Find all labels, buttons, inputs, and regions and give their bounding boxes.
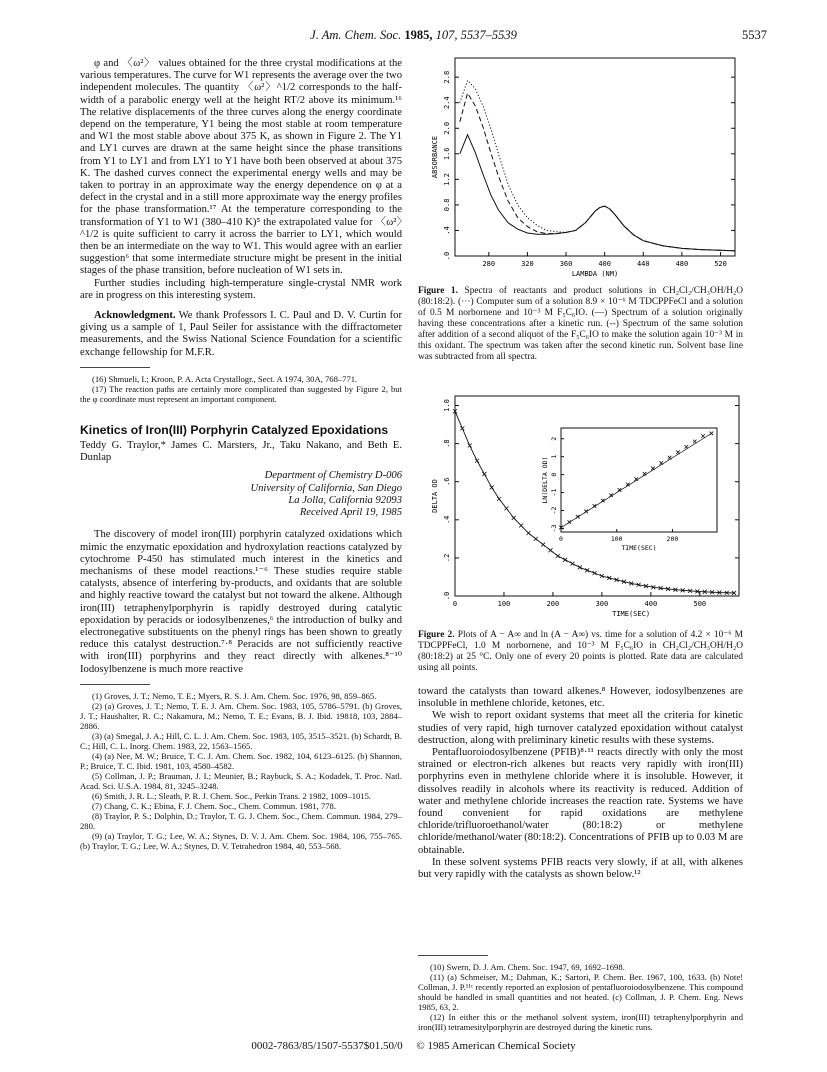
authors: Teddy G. Traylor,* James C. Marsters, Jr., Taku Nakano, and Beth E. Dunlap <box>80 440 402 464</box>
inset-frame <box>561 428 717 532</box>
data-point <box>548 548 552 552</box>
caption-label: Figure 2. <box>418 630 455 640</box>
x-axis-label: TIME(SEC) <box>612 610 651 618</box>
journal-name: J. Am. Chem. Soc. <box>310 28 402 42</box>
body-paragraph: The discovery of model iron(III) porphyrin catalyzed oxidations which mimic the enzymatic epoxidation and hydroxylation reactions catalyzed by cytochrome P-450 has stimulated much interest in the kinetics and mechanisms of these model reactions.¹⁻⁶ These studies require stable catalysts, absence of interfering by-products, and oxidants that are soluble and highly reactive toward the catalyst but not toward the alkene. Although iron(III) tetraphenylporphyrin is rapidly destroyed during catalytic epoxidation by peracids or iodosylbenzenes,⁶ the introduction of bulky and electronegative substituents on the phenyl rings has been shown to greatly reduce this catalyst destruction.⁷·⁸ Peracids are not sufficiently reactive with iron(III) porphyrins and they react directly with alkenes.⁸⁻¹⁰ Iodosylbenzene is much more reactive <box>80 529 402 675</box>
reference: (12) In either this or the methanol solvent system, iron(III) tetraphenylporphyrin and iron(III) tetramesitylporphyrin are destroyed during the kinetic runs. <box>418 1012 743 1032</box>
inset-y-tick-label: 1 <box>550 454 558 459</box>
plot-frame <box>455 58 735 256</box>
article-title: Kinetics of Iron(III) Porphyrin Catalyzed Epoxidations <box>80 422 389 437</box>
x-tick-label: 0 <box>452 600 458 608</box>
y-tick-label: .2 <box>443 553 451 563</box>
inset-y-tick-label: 0 <box>550 472 558 477</box>
figure-1-chart <box>425 52 745 284</box>
reference: (3) (a) Smegal, J. A.; Hill, C. L. J. Am. Chem. Soc. 1983, 105, 3515–3521. (b) Schardt, B. C.; Hill, C. L. Inorg. Chem. 1983, 22, 1563–1565. <box>80 730 402 751</box>
y-tick-label: 1.0 <box>443 399 451 412</box>
page-number: 5537 <box>742 28 767 42</box>
journal-pages: 5537–5539 <box>460 28 517 42</box>
figure-1-caption <box>418 286 743 363</box>
y-axis-label: ABSORBANCE <box>431 135 439 179</box>
x-tick-label: 520 <box>714 260 727 268</box>
journal-volume: 107, <box>435 28 458 42</box>
references-left <box>80 691 402 851</box>
body-paragraph: Pentafluoroiodosylbenzene (PFIB)⁸·¹¹ reacts directly with only the most strained or electron-rich alkenes but reacts very rapidly with iron(III) porphyrins even in methylene chloride where it is insoluble. However, it dissolves readily in alcohols where its reactivity is reduced. Addition of water and methylene chloride increases the reaction rate. Systems we have found convenient for rapid oxidations are methylene chloride/trifluoroethanol/water (80:18:2) or methylene chloride/methanol/water (80:18:2). Concentrations of PFIB up to 0.03 M are obtainable. <box>418 747 743 856</box>
reference: (10) Swern, D. J. Am. Chem. Soc. 1947, 69, 1692–1698. <box>430 962 625 972</box>
figure-2-chart <box>425 390 745 628</box>
data-point <box>563 558 567 562</box>
data-point <box>519 524 523 528</box>
y-tick-label: .8 <box>443 439 451 448</box>
y-tick-label: 2.0 <box>443 121 451 135</box>
x-tick-label: 100 <box>497 600 511 608</box>
inset-x-axis-label: TIME(SEC) <box>621 544 657 552</box>
y-tick-label: .4 <box>443 226 451 235</box>
y-axis-label: DELTA OD <box>431 479 439 513</box>
y-tick-label: 1.6 <box>443 147 451 161</box>
references-right <box>418 955 743 1032</box>
body-paragraph: φ and 〈ω²〉 values obtained for the three crystal modifications at the various temperatures. The curve for W1 represents the average over the two independent molecules. The quantity 〈ω²〉^1/2 corresponds to the half-width of a parabolic energy well at the height RT/2 above its minimum.¹⁶ The relative displacements of the three curves along the energy coordinate depend on the temperature, Y1 being the most stable at room temperature and W1 the most stable above about 375 K, as shown in Figure 2. The Y1 and LY1 curves are drawn at the same height since the phase transitions from Y1 to LY1 and from LY1 to Y1 have both been observed at about 375 K. The dashed curves connect the experimental energy wells and may be taken to portray in an approximate way the energy dependence on φ at a defect in the crystal and in a still more approximate way the energy profiles for the phase transformation.¹⁷ At the temperature corresponding to the transformation of Y1 to W1 (380–410 K)⁵ the extrapolated value for 〈ω²〉^1/2 is quite sufficient to carry it across the barrier to LY1, which would then be an intermediate on the way to W1. This would agree with an earlier suggestion⁶ that some intermediate structure might be present in the initial stages of the phase transition, before nucleation of W1 sets in. <box>80 58 402 277</box>
spectrum-line-dotted <box>460 80 735 251</box>
data-point <box>490 485 494 489</box>
data-point <box>556 554 560 558</box>
data-point <box>593 571 597 575</box>
footnote: (16) Shmueli, I.; Kroon, P. A. Acta Crystallogr., Sect. A 1974, 30A, 768–771. <box>92 373 358 384</box>
spectrum-line-solid <box>460 135 735 251</box>
footnote-rule <box>418 955 488 956</box>
data-point <box>482 472 486 476</box>
inset-x-tick-label: 0 <box>559 535 563 543</box>
received-date: Received April 19, 1985 <box>299 507 402 519</box>
data-point <box>534 537 538 541</box>
reference: (1) Groves, J. T.; Nemo, T. E.; Myers, R. S. J. Am. Chem. Soc. 1976, 98, 859–865. <box>92 690 377 701</box>
inset-x-tick-label: 100 <box>610 535 623 543</box>
x-tick-label: 200 <box>546 600 560 608</box>
reference: (8) Traylor, P. S.; Dolphin, D.; Traylor, T. G. J. Chem. Soc., Chem. Commun. 1984, 279–280. <box>80 810 402 831</box>
journal-year: 1985, <box>404 28 433 42</box>
affiliation-line: University of California, San Diego <box>250 482 402 494</box>
left-column <box>80 58 402 851</box>
acknowledgment <box>80 310 402 359</box>
footnote-rule <box>80 367 150 368</box>
x-tick-label: 480 <box>675 260 689 268</box>
data-point <box>541 543 545 547</box>
x-tick-label: 300 <box>595 600 609 608</box>
inset-y-tick-label: -1 <box>550 488 558 497</box>
inset-y-tick-label: 2 <box>550 436 558 441</box>
issn-code: 0002-7863/85/1507-5537$01.50/0 <box>251 1040 403 1052</box>
inset-y-axis-label: LN(DELTA OD) <box>541 456 549 504</box>
reference: (11) (a) Schmeiser, M.; Dahman, K.; Sartori, P. Chem. Ber. 1967, 100, 1633. (b) Note! Collman, J. P.¹¹ᶜ recently reported an explosion of pentafluoroiodosylbenzene. This compound should be handled in small quantities and not heated. (c) Collman, J. P. Chem. Eng. News 1985, 63, 2. <box>418 972 743 1012</box>
data-point <box>571 562 575 566</box>
affiliation-line: Department of Chemistry D-006 <box>264 470 402 482</box>
right-column-text <box>418 686 743 881</box>
spectrum-line-dashed <box>460 93 735 251</box>
body-paragraph: We wish to report oxidant systems that meet all the criteria for kinetic studies of very rapid, high turnover catalyzed epoxidation without catalyst destruction, along with preliminary kinetic results with these systems. <box>418 710 743 746</box>
data-point <box>578 565 582 569</box>
y-tick-label: .4 <box>443 515 451 525</box>
reference: (7) Chang, C. K.; Ebina, F. J. Chem. Soc., Chem. Commun. 1981, 778. <box>92 800 336 811</box>
x-tick-label: 400 <box>644 600 658 608</box>
figure-2-caption <box>418 630 743 674</box>
reference: (4) (a) Nee, M. W.; Bruice, T. C. J. Am. Chem. Soc. 1982, 104, 6123–6125. (b) Shannon, P.; Bruice, T. C. Ibid. 1981, 103, 4580–4582. <box>80 750 402 771</box>
footnote-rule <box>80 684 150 685</box>
data-point <box>504 506 508 510</box>
data-point <box>460 426 464 430</box>
x-tick-label: 320 <box>521 260 534 268</box>
x-tick-label: 360 <box>559 260 573 268</box>
body-paragraph: Further studies including high-temperature single-crystal NMR work are in progress on this interesting system. <box>80 277 402 301</box>
affiliation <box>80 470 402 519</box>
page-footer <box>0 1040 827 1052</box>
data-point <box>497 497 501 501</box>
y-tick-label: .0 <box>443 591 451 601</box>
reference: (2) (a) Groves, J. T.; Nemo, T. E. J. Am. Chem. Soc. 1983, 105, 5786–5791. (b) Groves, J. T.; Haushalter, R. C.; Nakamura, M.; Nemo, T. E.; Evans, B. J. Ibid. 19818, 103, 2884–2886. <box>80 700 402 731</box>
y-tick-label: 2.8 <box>443 70 451 84</box>
caption-text: Plots of A − A∞ and ln (A − A∞) vs. time for a solution of 4.2 × 10⁻⁶ M TDCPPFeCl, 1.0 M norbornene, and 10⁻³ M F₅C₆IO in CH₂Cl₂/CH₃OH/H₂O (80:18:2) at 25 °C. Only one of every 20 points is plotted. Rate data are calculated using all points. <box>418 630 744 673</box>
data-point <box>468 444 472 448</box>
x-axis-label: LAMBDA (NM) <box>571 270 619 278</box>
reference: (5) Collman, J. P.; Brauman, J. I.; Meunier, B.; Raybuck, S. A.; Kodadek, T. Proc. Natl. Acad. Sci. U.S.A. 1984, 81, 3245–3248. <box>80 770 402 791</box>
x-tick-label: 500 <box>693 600 707 608</box>
x-tick-label: 440 <box>636 260 650 268</box>
caption-label: Figure 1. <box>418 286 458 296</box>
reference: (9) (a) Traylor, T. G.; Lee, W. A.; Stynes, D. V. J. Am. Chem. Soc. 1984, 106, 755–765. (b) Traylor, T. G.; Lee, W. A.; Stynes, D. V. Tetrahedron 1984, 40, 553–568. <box>80 830 402 851</box>
y-tick-label: 0.8 <box>443 198 451 212</box>
copyright: © 1985 American Chemical Society <box>416 1040 576 1052</box>
data-point <box>585 568 589 572</box>
y-tick-label: 2.4 <box>443 96 451 110</box>
y-tick-label: 1.2 <box>443 173 451 186</box>
body-paragraph: toward the catalysts than toward alkenes.⁸ However, iodosylbenzenes are insoluble in methlene chloride, ketones, etc. <box>418 686 743 710</box>
x-tick-label: 280 <box>482 260 496 268</box>
body-paragraph: In these solvent systems PFIB reacts very slowly, if at all, with alkenes but very rapidly with the catalysts as shown below.¹² <box>418 856 743 881</box>
y-tick-label: .6 <box>443 477 451 486</box>
affiliation-line: La Jolla, California 92093 <box>288 494 402 506</box>
data-point <box>526 531 530 535</box>
data-point <box>475 459 479 463</box>
footnotes <box>80 374 402 404</box>
inset-y-tick-label: -2 <box>550 506 558 515</box>
reference: (6) Smith, J. R. L.; Sleath, P. R. J. Chem. Soc., Perkin Trans. 2 1982, 1009–1015. <box>92 790 372 801</box>
inset-y-tick-label: -3 <box>550 524 558 533</box>
footnote: (17) The reaction paths are certainly more complicated than suggested by Figure 2, but the φ coordinate must represent an important component. <box>80 383 402 404</box>
data-point <box>512 516 516 520</box>
y-tick-label: .0 <box>443 251 451 261</box>
caption-text: Spectra of reactants and product solutions in CH₂Cl₂/CH₃OH/H₂O (80:18:2). (···) Computer sum of a solution 8.9 × 10⁻⁶ M TDCPPFeCl and a solution of 0.5 M norbornene and 10⁻³ M F₅C₆IO. (—) Spectrum of a solution originally having these concentrations after a kinetic run. (--) Spectrum of the same solution after addition of a second aliquot of the F₅C₆IO to make the solution again 10⁻³ M in this oxidant. The spectrum was taken after the second kinetic run. Solvent base line was subtracted from all spectra. <box>418 286 744 362</box>
ack-label: Acknowledgment. <box>94 310 176 322</box>
ack-text: We thank Professors I. C. Paul and D. V. Curtin for giving us a sample of 1, Paul Seiler for assistance with the diffractometer measurements, and the Swiss National Science Foundation for a scientific exchange fellowship for M.F.R. <box>80 310 402 358</box>
x-tick-label: 400 <box>598 260 611 268</box>
inset-x-tick-label: 200 <box>666 535 679 543</box>
